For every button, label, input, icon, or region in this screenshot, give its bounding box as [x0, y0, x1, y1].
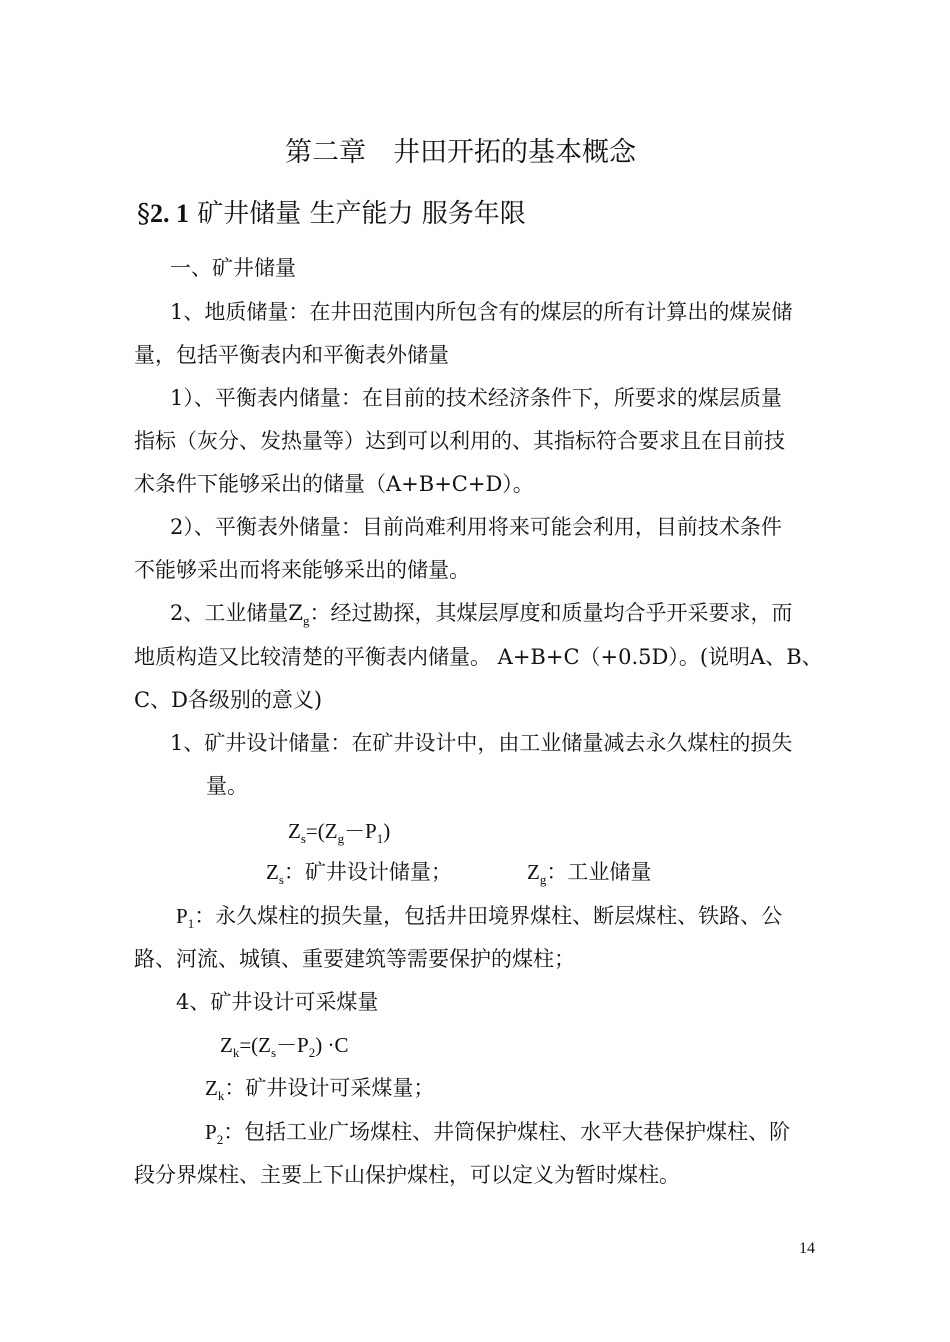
section-symbol: § [137, 199, 150, 229]
para-industrial-line1: 2、工业储量$Z_g$：经过勘探，其煤层厚度和质量均合乎开采要求，而 [170, 601, 793, 628]
definition-zs: $Z_s$：矿井设计储量； [266, 860, 452, 887]
definition-p1-line1: $P_1$：永久煤柱的损失量，包括井田境界煤柱、断层煤柱、铁路、公 [176, 904, 783, 931]
heading-recoverable: 4、矿井设计可采煤量 [176, 990, 379, 1014]
para-design-line2: 量。 [206, 774, 248, 798]
para-geological-line1: 1、地质储量：在井田范围内所包含有的煤层的所有计算出的煤炭储 [170, 300, 793, 324]
page-number: 14 [799, 1240, 815, 1257]
para-balance-in-line2: 指标（灰分、发热量等）达到可以利用的、其指标符合要求且在目前技 [134, 429, 785, 453]
para-balance-in-line1: 1）、平衡表内储量：在目前的技术经济条件下，所要求的煤层质量 [170, 386, 782, 410]
definition-p2-line2: 段分界煤柱、主要上下山保护煤柱，可以定义为暂时煤柱。 [134, 1163, 680, 1187]
heading-reserves: 一、矿井储量 [170, 256, 296, 280]
formula-design-reserves: $Z_s=(Z_g-P_1)$ [288, 819, 391, 846]
para-balance-in-line3: 术条件下能够采出的储量（A+B+C+D）。 [134, 472, 534, 496]
para-design-line1: 1、矿井设计储量：在矿井设计中，由工业储量减去永久煤柱的损失 [170, 731, 793, 755]
para-balance-out-line2: 不能够采出而将来能够采出的储量。 [134, 558, 470, 582]
definition-zk: $Z_k$：矿井设计可采煤量； [205, 1076, 435, 1103]
para-balance-out-line1: 2）、平衡表外储量：目前尚难利用将来可能会利用，目前技术条件 [170, 515, 782, 539]
definition-zg: $Z_g$：工业储量 [527, 860, 652, 887]
para-geological-line2: 量，包括平衡表内和平衡表外储量 [134, 343, 449, 367]
section-number: 2. 1 [150, 199, 189, 228]
chapter-title: 第二章 井田开拓的基本概念 [285, 137, 636, 168]
formula-recoverable: $Z_k=(Z_s-P_2) \cdot C$ [220, 1033, 349, 1060]
para-industrial-line3: C、D各级别的意义) [134, 688, 323, 712]
section-heading [137, 198, 526, 230]
para-industrial-line2: 地质构造又比较清楚的平衡表内储量。 A+B+C（+0.5D）。(说明A、B、 [134, 645, 823, 669]
section-title: 矿井储量 生产能力 服务年限 [197, 199, 526, 229]
definition-p1-line2: 路、河流、城镇、重要建筑等需要保护的煤柱； [134, 947, 575, 971]
definition-p2-line1: $P_2$：包括工业广场煤柱、井筒保护煤柱、水平大巷保护煤柱、阶 [205, 1120, 791, 1147]
